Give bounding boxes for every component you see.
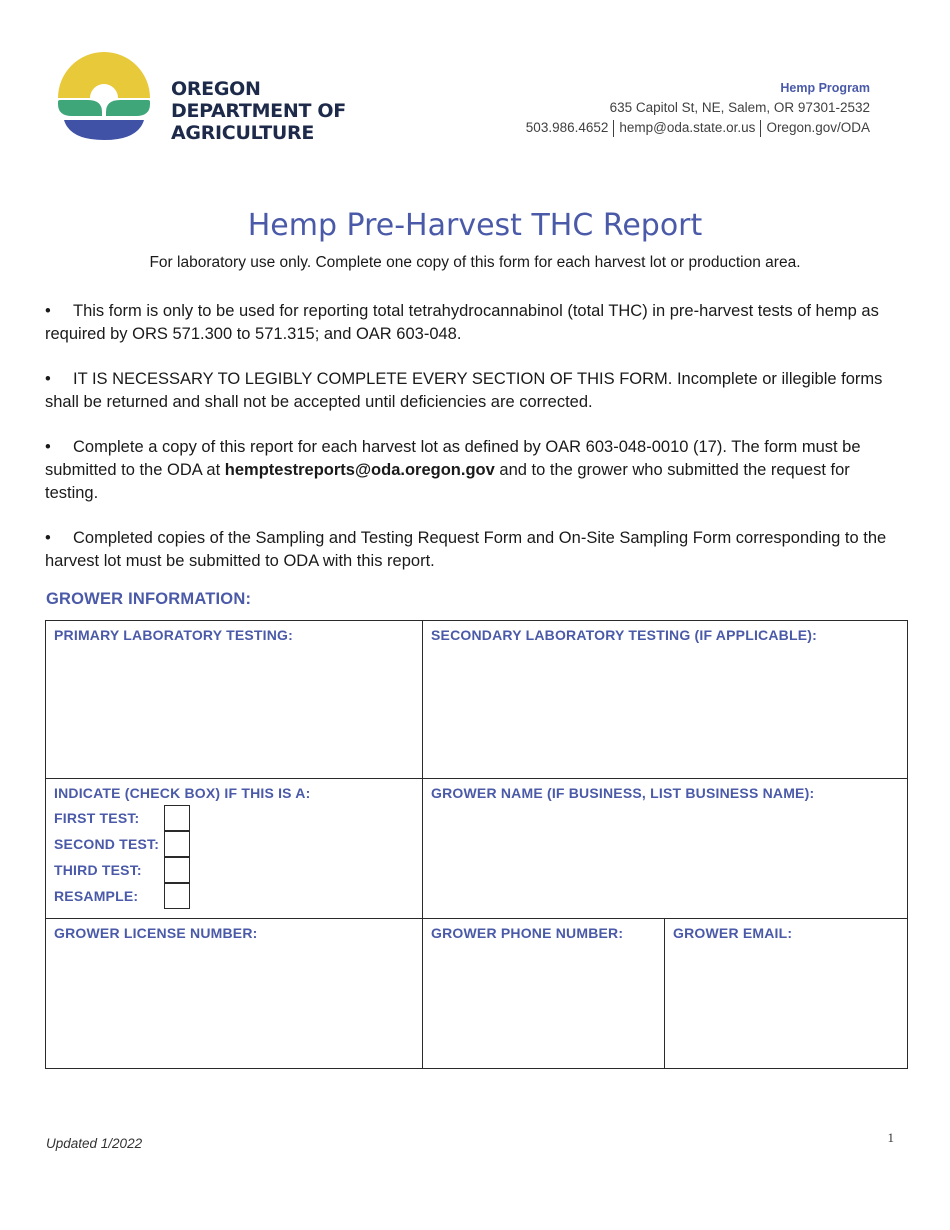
program-name: Hemp Program (780, 81, 870, 95)
primary-lab-field[interactable] (46, 621, 423, 779)
divider (613, 120, 614, 137)
bullet-icon: • (45, 529, 51, 547)
page-number: 1 (887, 1130, 894, 1145)
instruction-item (45, 368, 907, 414)
contact-line (526, 118, 870, 138)
second-test-label: SECOND TEST: (54, 836, 160, 852)
instruction-text: This form is only to be used for reporting total tetrahydrocannabinol (total THC) in pre-harvest tests of hemp as required by ORS 571.300 to 571.315; and OAR 603-048. (45, 302, 879, 343)
first-test-checkbox[interactable] (164, 805, 190, 831)
grower-license-field[interactable] (46, 919, 423, 1069)
instruction-item (45, 436, 907, 505)
contact-block (526, 78, 870, 138)
resample-label: RESAMPLE: (54, 888, 139, 904)
third-test-option (54, 857, 414, 883)
bullet-icon: • (45, 370, 51, 388)
third-test-label: THIRD TEST: (54, 862, 142, 878)
oda-logo (58, 52, 358, 144)
grower-phone-label: GROWER PHONE NUMBER: (431, 925, 624, 941)
page-title: Hemp Pre-Harvest THC Report (247, 208, 703, 243)
primary-lab-label: PRIMARY LABORATORY TESTING: (54, 627, 294, 643)
org-name-line3: AGRICULTURE (171, 122, 315, 144)
second-test-option (54, 831, 414, 857)
org-name-line2: DEPARTMENT OF (171, 100, 346, 122)
instruction-text: IT IS NECESSARY TO LEGIBLY COMPLETE EVERY SECTION OF THIS FORM. Incomplete or illegible forms shall be returned and shall not be accepted until deficiencies are corrected. (45, 370, 883, 411)
divider (760, 120, 761, 137)
resample-option (54, 883, 414, 909)
secondary-lab-field[interactable] (423, 621, 908, 779)
grower-name-field[interactable] (423, 779, 908, 919)
phone: 503.986.4652 (525, 120, 609, 135)
section-title: GROWER INFORMATION: (46, 590, 252, 608)
grower-name-label: GROWER NAME (IF BUSINESS, LIST BUSINESS NAME): (431, 785, 815, 801)
test-type-checkboxes (54, 805, 414, 909)
instruction-text: Complete a copy of this report for each harvest lot as defined by OAR 603-048-0010 (17). The form must be submitted to the ODA at (45, 438, 861, 479)
instructions-list (45, 300, 907, 595)
grower-email-label: GROWER EMAIL: (673, 925, 793, 941)
email-link[interactable]: hemp@oda.state.or.us (619, 120, 756, 135)
bullet-icon: • (45, 438, 51, 456)
updated-date: Updated 1/2022 (46, 1136, 143, 1151)
secondary-lab-label: SECONDARY LABORATORY TESTING (IF APPLICABLE): (431, 627, 817, 643)
oda-sun-icon (58, 52, 150, 142)
second-test-checkbox[interactable] (164, 831, 190, 857)
website-link[interactable]: Oregon.gov/ODA (766, 120, 870, 135)
resample-checkbox[interactable] (164, 883, 190, 909)
test-type-label: INDICATE (CHECK BOX) IF THIS IS A: (54, 785, 311, 801)
first-test-option (54, 805, 414, 831)
instruction-item (45, 300, 907, 346)
grower-information-table (45, 620, 908, 1069)
instruction-item (45, 527, 907, 573)
org-name-line1: OREGON (171, 78, 261, 100)
submission-email[interactable]: hemptestreports@oda.oregon.gov (224, 461, 495, 479)
first-test-label: FIRST TEST: (54, 810, 140, 826)
grower-license-label: GROWER LICENSE NUMBER: (54, 925, 258, 941)
page-subtitle: For laboratory use only. Complete one copy of this form for each harvest lot or production area. (149, 254, 801, 271)
org-name (171, 78, 346, 144)
instruction-text: and to the grower who submitted the request for testing. (45, 461, 850, 502)
grower-email-field[interactable] (665, 919, 908, 1069)
bullet-icon: • (45, 302, 51, 320)
instruction-text: Completed copies of the Sampling and Testing Request Form and On-Site Sampling Form corresponding to the harvest lot must be submitted to ODA with this report. (45, 529, 887, 570)
grower-phone-field[interactable] (423, 919, 665, 1069)
test-type-cell (46, 779, 423, 919)
third-test-checkbox[interactable] (164, 857, 190, 883)
address: 635 Capitol St, NE, Salem, OR 97301-2532 (609, 100, 870, 115)
